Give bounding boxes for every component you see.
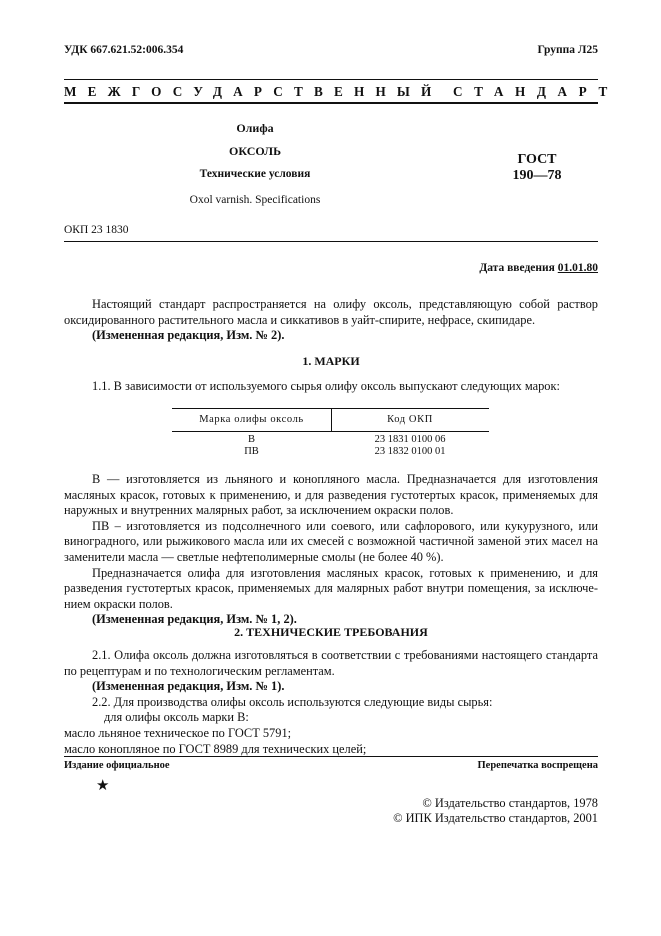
banner-left: МЕЖГОСУДАРСТВЕННЫЙ [64, 84, 443, 99]
doc-title: Олифа [236, 121, 274, 135]
purpose-line-1: Предназначается олифа для изготовления масляных красок, готовых к применению, и для [92, 565, 598, 580]
section-1-title: 1. МАРКИ [302, 354, 360, 368]
table-header-code: Код ОКП [387, 414, 433, 425]
gost-label: ГОСТ [517, 152, 557, 167]
intro-date [479, 262, 598, 274]
intro-date-value: 01.01.80 [557, 262, 598, 274]
reprint-prohibited: Перепечатка воспрещена [477, 760, 598, 771]
table-cell-code: 23 1832 0100 01 [374, 446, 446, 457]
section-2-title: 2. ТЕХНИЧЕСКИЕ ТРЕБОВАНИЯ [234, 625, 428, 639]
section-2-1-line-1: 2.1. Олифа оксоль должна изготовляться в соответствии с требованиями настоящего стандарта [92, 648, 598, 662]
section-2-1-line-2: по рецептурам и по технологическим регламентам. [64, 663, 335, 678]
mark-b-line-2: масляных красок, готовых к применению, и для разведения густотертых красок, применяемых для [64, 487, 598, 502]
raw-material-linseed: масло льняное техническое по ГОСТ 5791; [64, 726, 292, 740]
raw-material-hemp: масло конопляное по ГОСТ 8989 для технических целей; [64, 741, 367, 756]
banner-bottom-rule [64, 102, 598, 104]
purpose-line-3: нием окраски полов. [64, 596, 173, 611]
intro-edit-note: (Измененная редакция, Изм. № 2). [92, 328, 285, 343]
doc-subtitle: ОКСОЛЬ [228, 144, 281, 158]
copyright-2001: © ИПК Издательство стандартов, 2001 [393, 811, 598, 825]
banner-top-rule [64, 79, 598, 80]
table-header-rule [172, 431, 489, 432]
footer-rule [64, 756, 598, 757]
gost-number: 190—78 [512, 168, 562, 183]
star-icon: ★ [96, 776, 110, 794]
intro-date-label: Дата введения [479, 262, 558, 274]
mark-pv-line-3: заменители масла — светлые нефтеполимерные смолы (не более 40 %). [64, 550, 444, 564]
table-cell-mark: В [247, 434, 255, 445]
table-cell-mark: ПВ [244, 446, 259, 457]
doc-english-title: Oxol varnish. Specifications [189, 194, 321, 206]
mark-b-line-3: наружных и внутренних малярных работ, за исключением окраски полов. [64, 503, 454, 518]
section-2-1-edit-note: (Измененная редакция, Изм. № 1). [92, 679, 285, 694]
section-1-1-text: 1.1. В зависимости от используемого сырья олифу оксоль выпускают следующих марок: [92, 379, 560, 393]
group-code: Группа Л25 [537, 44, 598, 56]
okp-code: ОКП 23 1830 [64, 224, 129, 236]
mark-pv-line-2: виноградного, или рыжикового масла или их смесей с возможной частичной заменой этих масел на [64, 534, 598, 549]
doc-conditions: Технические условия [199, 168, 311, 180]
section-2-2-subhead: для олифы оксоль марки В: [104, 710, 249, 725]
udk-code: УДК 667.621.52:006.354 [64, 44, 184, 56]
section-2-2-text: 2.2. Для производства олифы оксоль используются следующие виды сырья: [92, 694, 493, 709]
copyright-1978: © Издательство стандартов, 1978 [422, 796, 598, 810]
section-1-edit-note: (Измененная редакция, Изм. № 1, 2). [92, 612, 297, 627]
table-cell-code: 23 1831 0100 06 [374, 434, 446, 445]
table-header-mark: Марка олифы оксоль [199, 414, 304, 425]
official-edition: Издание официальное [64, 760, 170, 771]
mark-pv-line-1: ПВ – изготовляется из подсолнечного или соевого, или сафлорового, или кукурузного, или [92, 518, 598, 533]
intro-line-1: Настоящий стандарт распространяется на олифу оксоль, представляющую собой раствор [92, 297, 598, 311]
mark-b-line-1: В — изготовляется из льняного и конопляного масла. Предназначается для изготовления [92, 472, 598, 486]
purpose-line-2: разведения густотертых красок, применяемых для малярных работ внутри помещения, за исключе- [64, 581, 598, 596]
intro-line-2: оксидированного растительного масла и сиккативов в уайт-спирите, нефрасе, скипидаре. [64, 312, 536, 327]
title-bottom-rule [64, 241, 598, 242]
banner-right: СТАНДАРТ [453, 84, 619, 99]
